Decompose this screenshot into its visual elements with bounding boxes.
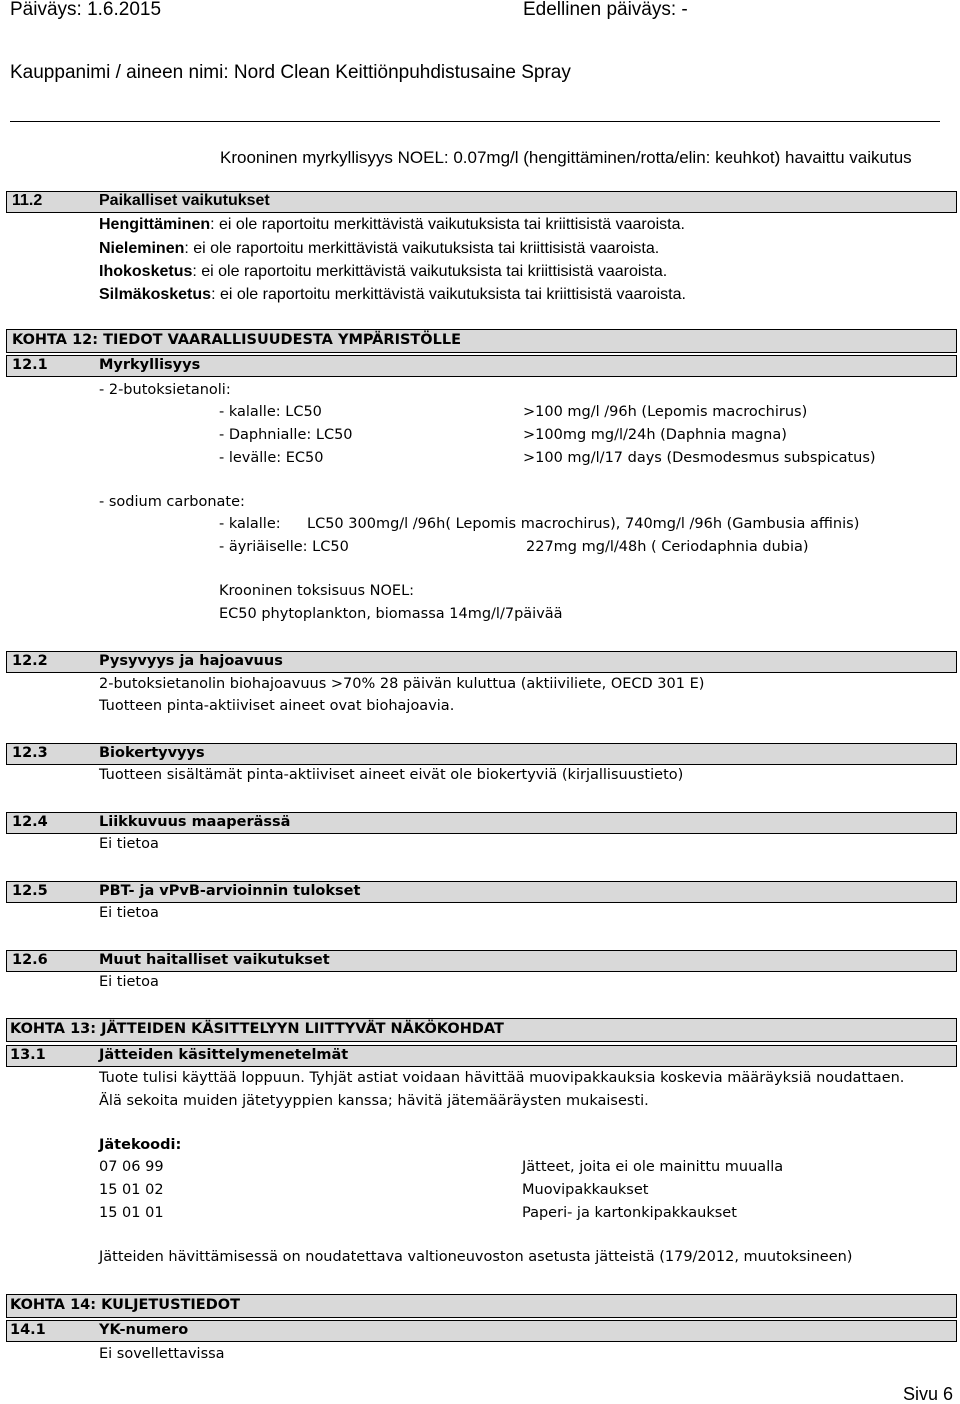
toxicity-value: LC50 300mg/l /96h( Lepomis macrochirus), 740mg/l /96h (Gambusia affinis) <box>307 516 860 532</box>
waste-code: 07 06 99 <box>99 1159 164 1175</box>
subsection-title: Jätteiden käsittelymenetelmät <box>99 1047 349 1063</box>
subsection-number: 12.5 <box>12 883 48 899</box>
body-text: Älä sekoita muiden jätetyyppien kanssa; hävitä jätemääräysten mukaisesti. <box>99 1093 649 1109</box>
subsection-title: Muut haitalliset vaikutukset <box>99 952 330 968</box>
substance-name: - 2-butoksietanoli: <box>99 382 231 398</box>
local-effect-row <box>99 217 685 233</box>
subsection-title: Liikkuvuus maaperässä <box>99 814 291 830</box>
subsection-number: 14.1 <box>10 1322 46 1338</box>
toxicity-value: 227mg mg/l/48h ( Ceriodaphnia dubia) <box>526 539 809 555</box>
subsection-number: 12.2 <box>12 653 48 669</box>
subsection-title: Myrkyllisyys <box>99 357 201 373</box>
body-text: Tuotteen sisältämät pinta-aktiiviset aineet eivät ole biokertyviä (kirjallisuustieto) <box>99 767 684 783</box>
issue-date: Päiväys: 1.6.2015 <box>10 0 162 20</box>
section-title: KOHTA 14: KULJETUSTIEDOT <box>10 1297 240 1313</box>
subsection-number: 13.1 <box>10 1047 46 1063</box>
body-text: Tuotteen pinta-aktiiviset aineet ovat biohajoavia. <box>99 698 455 714</box>
local-effect-text: : ei ole raportoitu merkittävistä vaikutuksista tai kriittisistä vaaroista. <box>210 216 685 233</box>
subsection-title: PBT- ja vPvB-arvioinnin tulokset <box>99 883 361 899</box>
local-effect-label: Nieleminen <box>99 240 185 257</box>
toxicity-value: >100mg mg/l/24h (Daphnia magna) <box>523 427 787 443</box>
toxicity-value: >100 mg/l /96h (Lepomis macrochirus) <box>523 404 808 420</box>
waste-code: 15 01 02 <box>99 1182 164 1198</box>
trade-name: Kauppanimi / aineen nimi: Nord Clean Keittiönpuhdistusaine Spray <box>10 62 571 83</box>
waste-code-description: Muovipakkaukset <box>522 1182 649 1198</box>
body-text: 2-butoksietanolin biohajoavuus >70% 28 päivän kuluttua (aktiiviliete, OECD 301 E) <box>99 676 705 692</box>
local-effect-label: Silmäkosketus <box>99 286 212 303</box>
toxicity-value: >100 mg/l/17 days (Desmodesmus subspicatus) <box>523 450 876 466</box>
local-effect-label: Ihokosketus <box>99 263 193 280</box>
body-text: Ei tietoa <box>99 974 159 990</box>
chronic-toxicity-line: Krooninen myrkyllisyys NOEL: 0.07mg/l (hengittäminen/rotta/elin: keuhkot) havaittu vaikutus <box>220 148 912 167</box>
subsection-number: 12.3 <box>12 745 48 761</box>
section-title: KOHTA 13: JÄTTEIDEN KÄSITTELYYN LIITTYVÄT NÄKÖKOHDAT <box>10 1021 504 1037</box>
body-text: Tuote tulisi käyttää loppuun. Tyhjät astiat voidaan hävittää muovipakkauksia koskevia määräyksiä noudattaen. <box>99 1070 905 1086</box>
local-effect-text: : ei ole raportoitu merkittävistä vaikutuksista tai kriittisistä vaaroista. <box>192 263 668 280</box>
waste-regulation-note: Jätteiden hävittämisessä on noudatettava valtioneuvoston asetusta jätteistä (179/2012, muutoksineen) <box>99 1249 853 1265</box>
subsection-title: Pysyvyys ja hajoavuus <box>99 653 283 669</box>
chronic-noel-value: EC50 phytoplankton, biomassa 14mg/l/7päivää <box>219 606 563 622</box>
local-effect-row <box>99 287 686 303</box>
subsection-number: 12.4 <box>12 814 48 830</box>
body-text: Ei tietoa <box>99 905 159 921</box>
header-divider <box>10 121 940 122</box>
waste-code-description: Paperi- ja kartonkipakkaukset <box>522 1205 737 1221</box>
toxicity-label: - Daphnialle: LC50 <box>219 427 353 443</box>
waste-code: 15 01 01 <box>99 1205 164 1221</box>
local-effect-text: : ei ole raportoitu merkittävistä vaikutuksista tai kriittisistä vaaroista. <box>184 240 660 257</box>
toxicity-label: - levälle: EC50 <box>219 450 324 466</box>
toxicity-label: - kalalle: <box>219 516 281 532</box>
local-effect-row <box>99 241 659 257</box>
toxicity-label: - kalalle: LC50 <box>219 404 322 420</box>
subsection-number: 12.1 <box>12 357 48 373</box>
local-effect-row <box>99 264 667 280</box>
page-number: Sivu 6 <box>903 1384 954 1404</box>
local-effect-text: : ei ole raportoitu merkittävistä vaikutuksista tai kriittisistä vaaroista. <box>211 286 686 303</box>
subsection-title: Biokertyvyys <box>99 745 205 761</box>
subsection-title: Paikalliset vaikutukset <box>99 192 270 209</box>
previous-date: Edellinen päiväys: - <box>523 0 688 20</box>
subsection-number: 12.6 <box>12 952 48 968</box>
body-text: Ei sovellettavissa <box>99 1346 225 1362</box>
section-title: KOHTA 12: TIEDOT VAARALLISUUDESTA YMPÄRISTÖLLE <box>12 332 462 348</box>
toxicity-label: - äyriäiselle: LC50 <box>219 539 349 555</box>
waste-codes-title: Jätekoodi: <box>99 1137 182 1153</box>
chronic-noel-title: Krooninen toksisuus NOEL: <box>219 583 415 599</box>
subsection-number: 11.2 <box>12 192 43 209</box>
substance-name: - sodium carbonate: <box>99 494 245 510</box>
body-text: Ei tietoa <box>99 836 159 852</box>
waste-code-description: Jätteet, joita ei ole mainittu muualla <box>522 1159 784 1175</box>
subsection-title: YK-numero <box>99 1322 189 1338</box>
local-effect-label: Hengittäminen <box>99 216 211 233</box>
